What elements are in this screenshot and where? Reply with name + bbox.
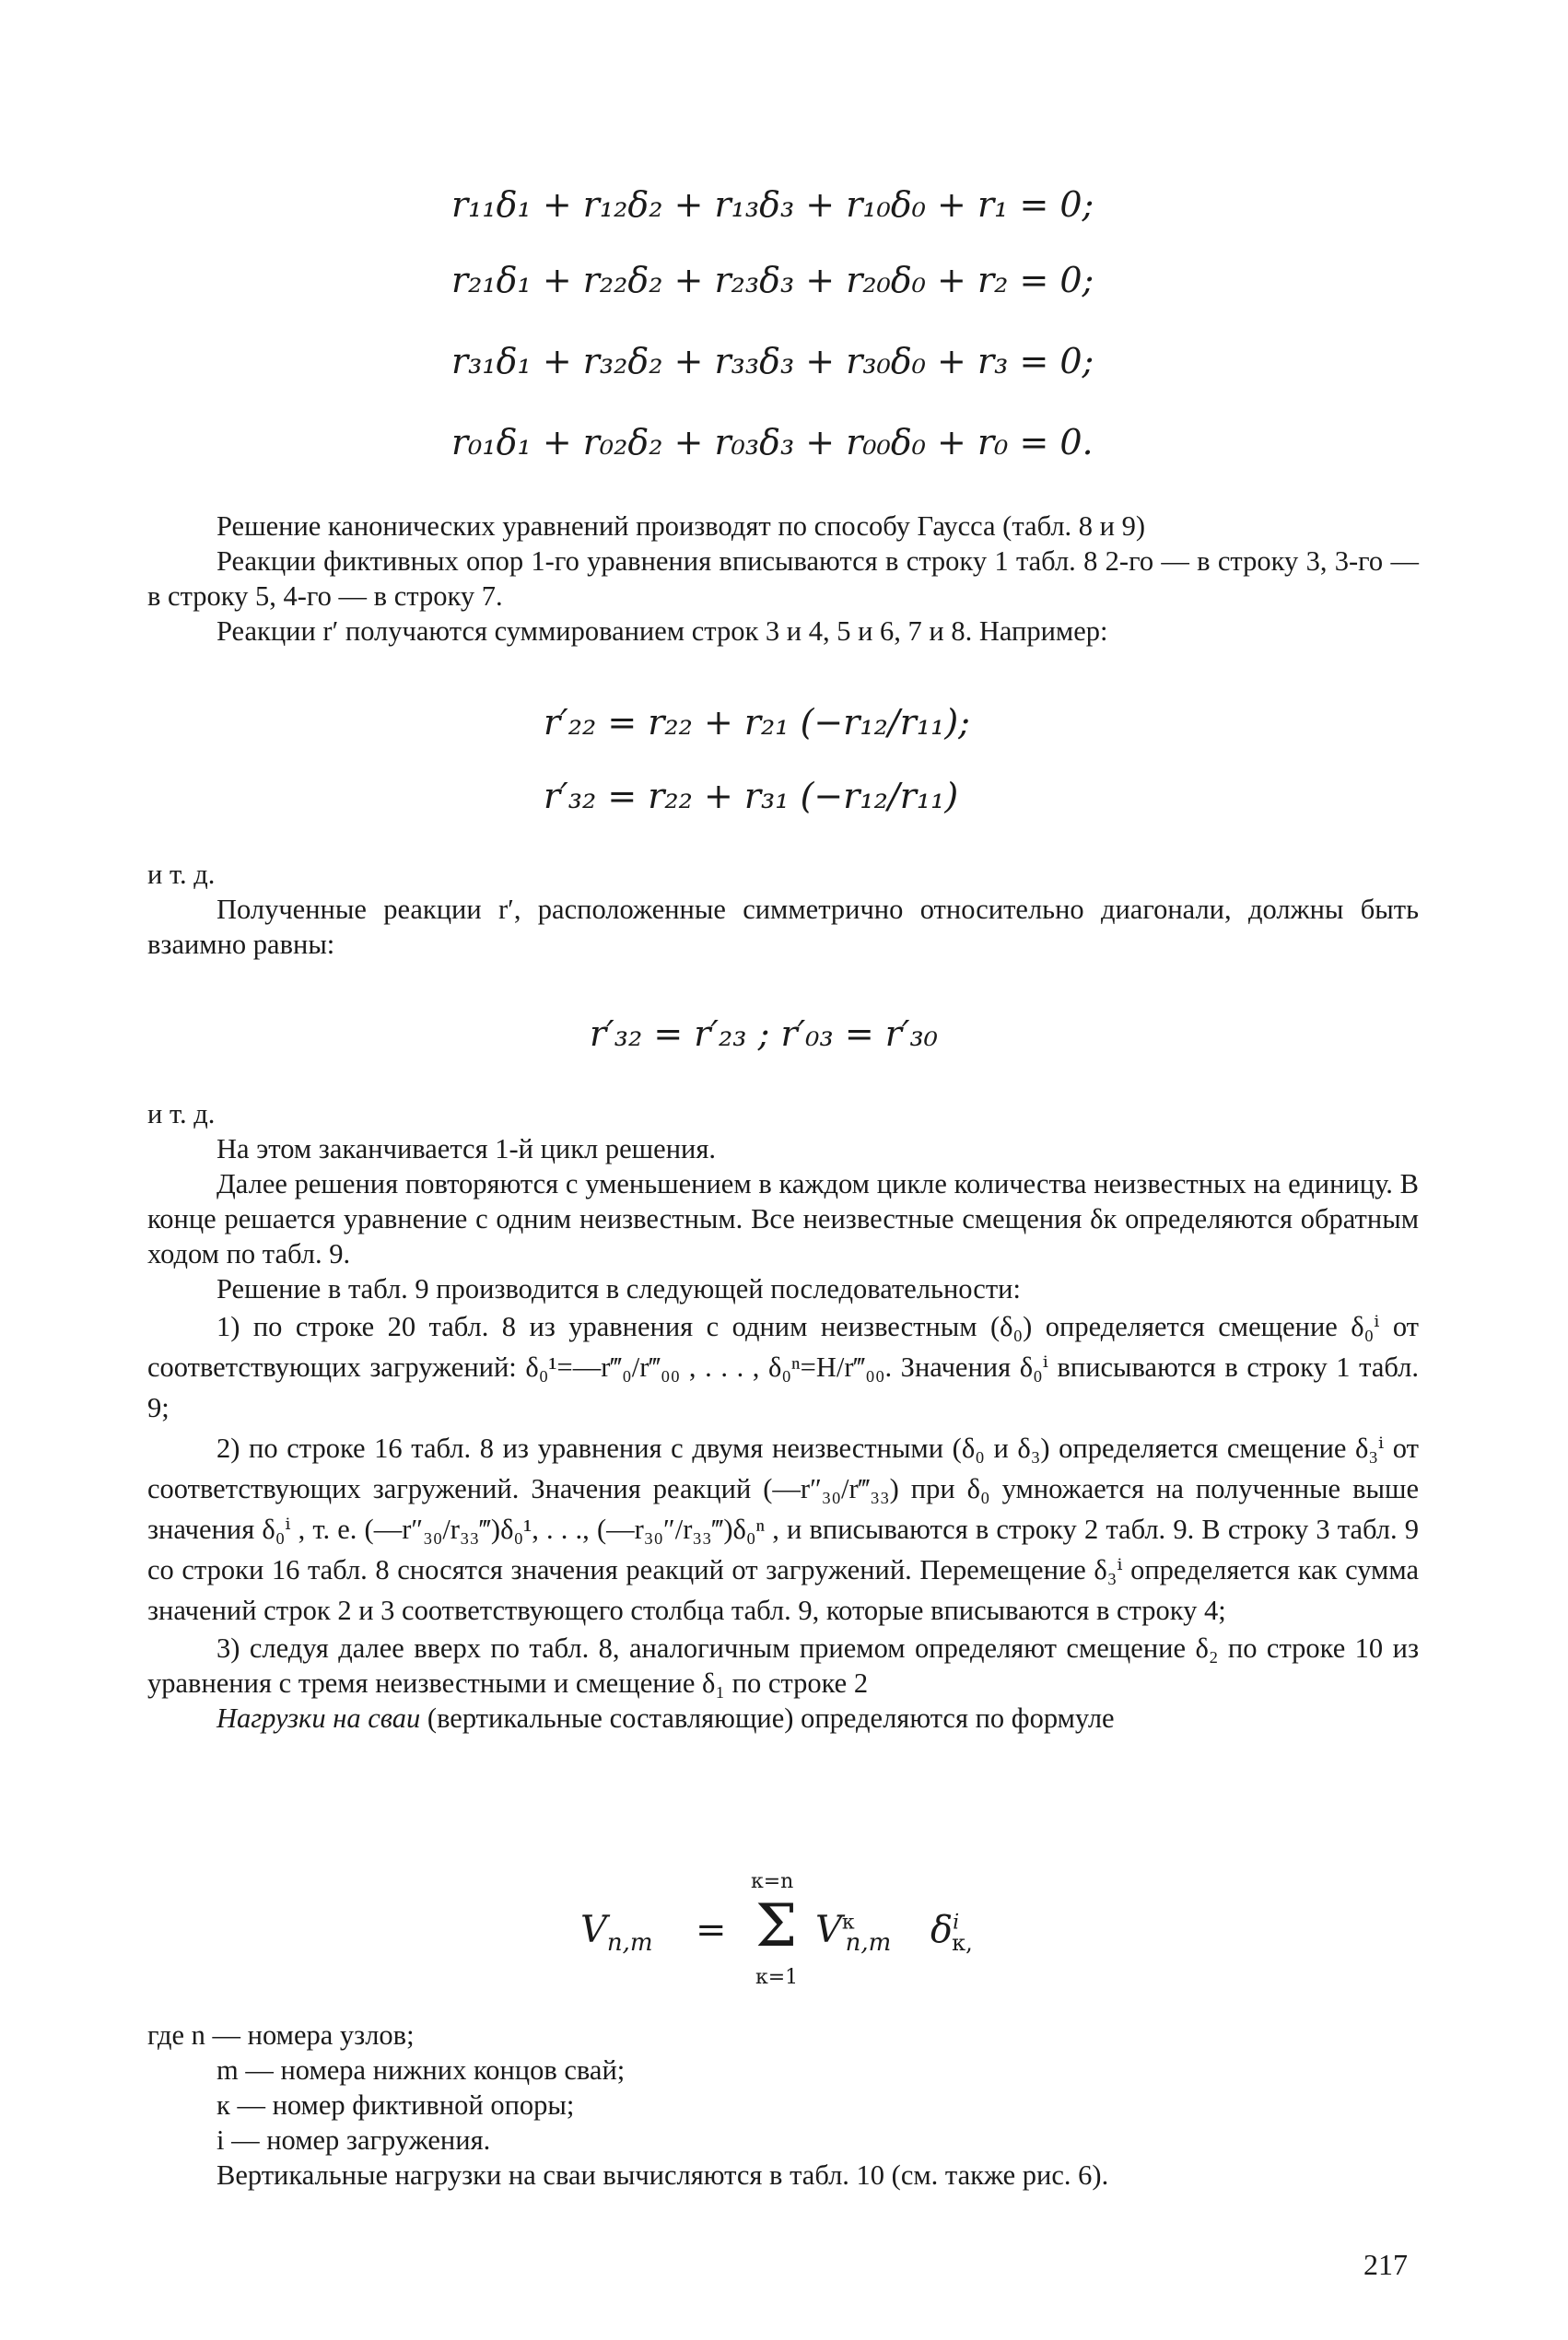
- equation-symmetry: r′₃₂ = r′₂₃ ; r′₀₃ = r′₃₀: [590, 1013, 938, 1054]
- text-line: Полученные реакции r′, расположенные симметрично относительно диагонали, должны быть взаимно равны:: [147, 894, 1419, 960]
- formula-equals: =: [696, 1909, 727, 1951]
- text-line: 2) по строке 16 табл. 8 из уравнения с двумя неизвестными (δ₀ и δ₃) определяется смещение δ₃ⁱ от соответствующих загружений. Значения реакций (—r″₃₀/r‴₃₃) при δ₀ умножается на полученные выше значения δ₀ⁱ , т. е. (—r″₃₀/r₃₃‴)δ₀¹, . . ., (—r₃₀″/r₃₃‴)δ₀ⁿ , и вписываются в строку 2 табл. 9. В строку 3 табл. 9 со строки 16 табл. 8 сносятся значения реакций от загружений. Перемещение δ₃ⁱ определяется как сумма значений строк 2 и 3 соответствующего столбца табл. 9, которые вписываются в строку 4;: [147, 1433, 1419, 1626]
- text-line: 1) по строке 20 табл. 8 из уравнения с одним неизвестным (δ₀) определяется смещение δ₀ⁱ от соответствующих загружений: δ₀¹=—r‴₀/r‴₀₀ , . . . , δ₀ⁿ=H/r‴₀₀. Значения δ₀ⁱ вписываются в строку 1 табл. 9;: [147, 1311, 1419, 1423]
- equation-r32: r′₃₂ = r₂₂ + r₃₁ (−r₁₂/r₁₁): [544, 776, 959, 816]
- sigma-symbol: Σ: [755, 1892, 798, 1960]
- equation-4: r₀₁δ₁ + r₀₂δ₂ + r₀₃δ₃ + r₀₀δ₀ + r₀ = 0.: [451, 422, 1094, 462]
- equation-2: r₂₁δ₁ + r₂₂δ₂ + r₂₃δ₃ + r₂₀δ₀ + r₂ = 0;: [451, 260, 1094, 300]
- variable-legend: [147, 2018, 1419, 2193]
- equation-3: r₃₁δ₁ + r₃₂δ₂ + r₃₃δ₃ + r₃₀δ₀ + r₃ = 0;: [451, 341, 1094, 381]
- equation-1: r₁₁δ₁ + r₁₂δ₂ + r₁₃δ₃ + r₁₀δ₀ + r₁ = 0;: [451, 184, 1094, 225]
- equation-r22: r′₂₂ = r₂₂ + r₂₁ (−r₁₂/r₁₁);: [544, 702, 970, 743]
- paragraph-gauss: [147, 509, 1419, 649]
- formula-term: $V^к_{n,m}$: [815, 1909, 892, 1957]
- text-line: и т. д.: [147, 859, 216, 890]
- loads-text: (вертикальные составляющие) определяются по формуле: [420, 1702, 1115, 1734]
- loads-heading: Нагрузки на сваи: [216, 1702, 421, 1734]
- text-line: На этом заканчивается 1-й цикл решения.: [216, 1133, 717, 1164]
- sum-upper-limit: к=n: [751, 1870, 794, 1893]
- text-line: Решение в табл. 9 производится в следующей последовательности:: [216, 1273, 1021, 1305]
- text-line: Далее решения повторяются с уменьшением в каждом цикле количества неизвестных на единицу. В конце решается уравнение с одним неизвестным. Все неизвестные смещения δк определяются обратным ходом по табл. 9.: [147, 1168, 1419, 1269]
- formula-lhs: $V_{n,m}$: [580, 1909, 653, 1957]
- text-line: Реакции r′ получаются суммированием строк 3 и 4, 5 и 6, 7 и 8. Например:: [216, 615, 1108, 647]
- sum-lower-limit: к=1: [755, 1966, 799, 1989]
- text-line: Решение канонических уравнений производят по способу Гаусса (табл. 8 и 9): [216, 510, 1146, 542]
- legend-line: m — номера нижних концов свай;: [216, 2054, 626, 2086]
- text-line: [147, 1701, 1419, 1736]
- summation-formula: [580, 1870, 1041, 1990]
- text-line: и т. д.: [147, 1098, 216, 1129]
- text-line: Реакции фиктивных опор 1-го уравнения вписываются в строку 1 табл. 8 2-го — в строку 3, 3-го — в строку 5, 4-го — в строку 7.: [147, 545, 1419, 612]
- legend-line: к — номер фиктивной опоры;: [216, 2089, 575, 2121]
- paragraph-etc-1: [147, 857, 1419, 962]
- formula-delta: $\delta^i_{к,}$: [930, 1909, 973, 1956]
- legend-line: i — номер загружения.: [216, 2124, 491, 2156]
- legend-line: где n — номера узлов;: [147, 2019, 415, 2051]
- text-line: Вертикальные нагрузки на сваи вычисляются в табл. 10 (см. также рис. 6).: [216, 2159, 1109, 2191]
- page-number: 217: [1363, 2248, 1408, 2281]
- text-line: 3) следуя далее вверх по табл. 8, аналогичным приемом определяют смещение δ₂ по строке 10 из уравнения с тремя неизвестными и смещение δ₁ по строке 2: [147, 1632, 1419, 1699]
- paragraph-cycle: [147, 1096, 1419, 1736]
